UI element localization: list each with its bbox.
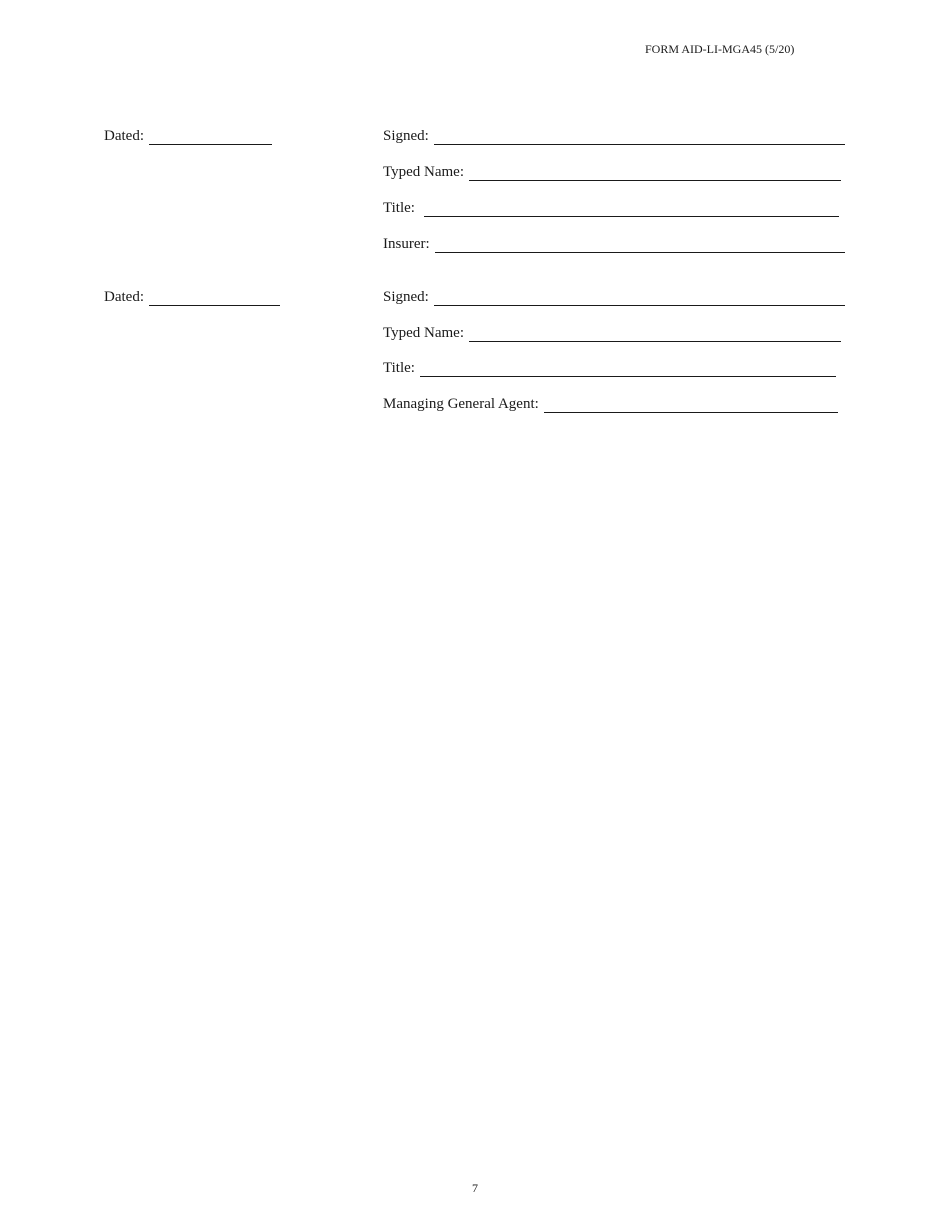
dated-field-2[interactable] — [104, 288, 280, 306]
insurer-label: Insurer: — [383, 236, 430, 252]
title-line[interactable] — [424, 203, 839, 217]
signed-field-1[interactable] — [383, 127, 845, 145]
title-label: Title: — [383, 360, 415, 376]
typed-name-line[interactable] — [469, 167, 841, 181]
form-id: FORM AID-LI-MGA45 (5/20) — [645, 42, 795, 56]
managing-general-agent-line[interactable] — [544, 399, 838, 413]
title-line[interactable] — [420, 363, 836, 377]
title-field-2[interactable] — [383, 359, 836, 377]
dated-label: Dated: — [104, 289, 144, 305]
typed-name-field-1[interactable] — [383, 163, 841, 181]
signed-field-2[interactable] — [383, 288, 845, 306]
dated-line[interactable] — [149, 131, 272, 145]
signed-line[interactable] — [434, 131, 845, 145]
signed-line[interactable] — [434, 292, 845, 306]
dated-field-1[interactable] — [104, 127, 272, 145]
title-label: Title: — [383, 200, 415, 216]
signed-label: Signed: — [383, 289, 429, 305]
managing-general-agent-label: Managing General Agent: — [383, 396, 539, 412]
signed-label: Signed: — [383, 128, 429, 144]
typed-name-label: Typed Name: — [383, 325, 465, 341]
typed-name-line[interactable] — [469, 328, 841, 342]
managing-general-agent-field[interactable] — [383, 395, 838, 413]
page-number: 7 — [472, 1181, 478, 1195]
dated-line[interactable] — [149, 292, 280, 306]
insurer-line[interactable] — [435, 239, 845, 253]
typed-name-field-2[interactable] — [383, 324, 841, 342]
insurer-field[interactable] — [383, 235, 845, 253]
title-field-1[interactable] — [383, 199, 839, 217]
typed-name-label: Typed Name: — [383, 164, 465, 180]
dated-label: Dated: — [104, 128, 144, 144]
